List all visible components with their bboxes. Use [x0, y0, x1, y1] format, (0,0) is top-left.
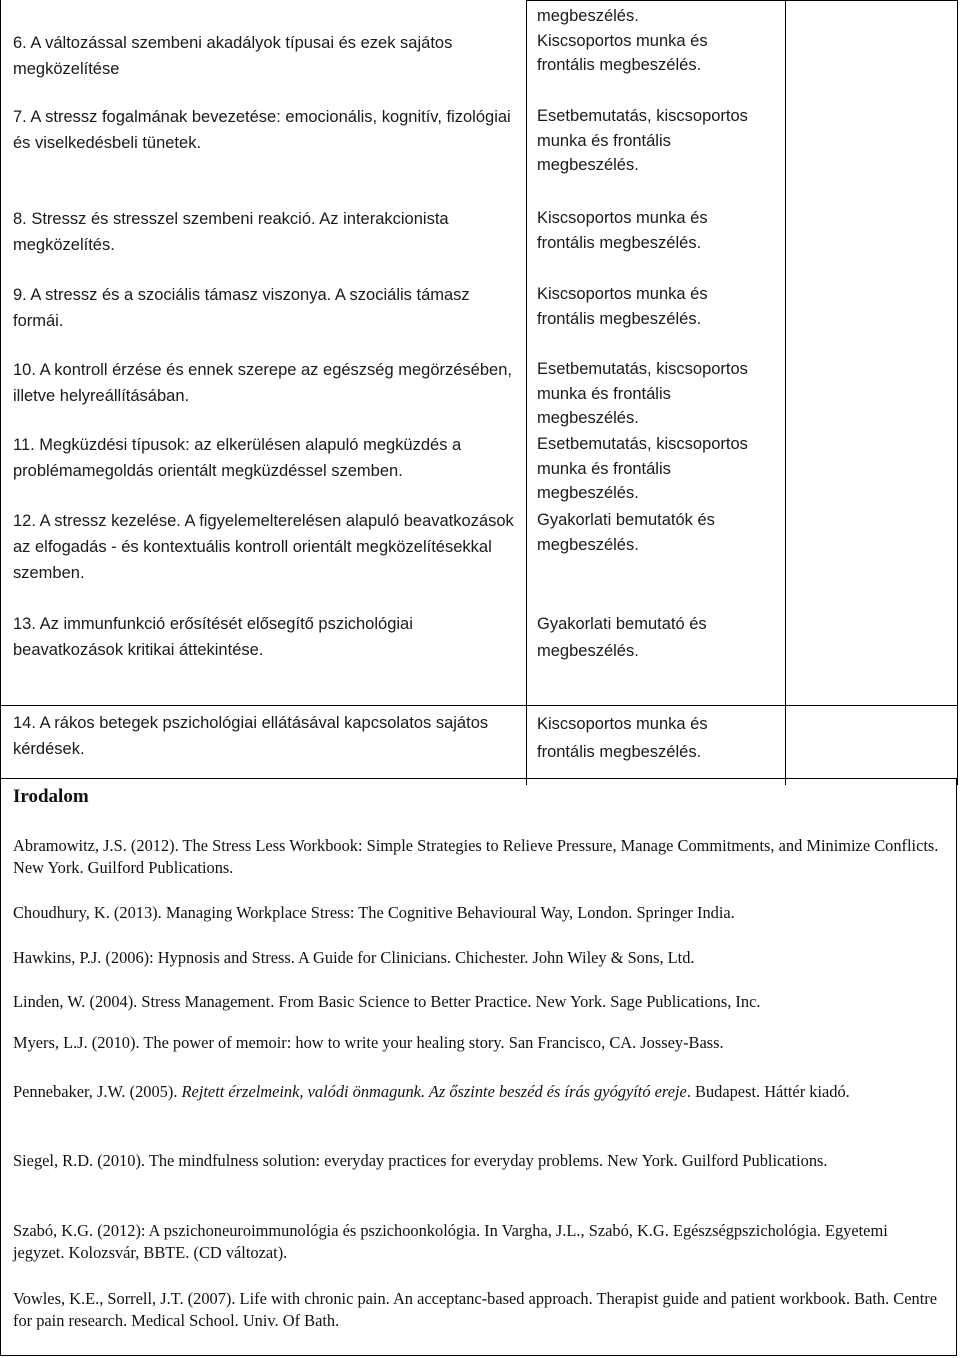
method-cell — [537, 282, 782, 331]
reference-item: Hawkins, P.J. (2006): Hypnosis and Stress. A Guide for Clinicians. Chichester. John Wiley & Sons, Ltd. — [13, 948, 695, 967]
method-line: Kiscsoportos munka és — [537, 715, 708, 733]
topic-cell: 12. A stressz kezelése. A figyelemelterelésen alapuló beavatkozások az elfogadás - és kontextuális kontroll orientált megközelítésekkal szemben. — [13, 512, 514, 582]
method-line: Kiscsoportos munka és — [537, 285, 708, 303]
method-cell — [537, 4, 782, 78]
method-cell — [537, 611, 782, 665]
topic-cell: 9. A stressz és a szociális támasz viszonya. A szociális támasz formái. — [13, 286, 470, 330]
method-line: Kiscsoportos munka és — [537, 31, 708, 50]
method-cell — [537, 710, 782, 766]
method-line: frontális megbeszélés. — [537, 309, 702, 328]
method-line: frontális megbeszélés. — [537, 743, 702, 761]
table-top-border — [526, 0, 958, 1]
reference-item: Myers, L.J. (2010). The power of memoir: how to write your healing story. San Francisco, CA. Jossey-Bass. — [13, 1033, 724, 1052]
method-line: Esetbemutatás, kiscsoportos — [537, 435, 748, 453]
method-line: Esetbemutatás, kiscsoportos — [537, 107, 748, 125]
table-row-divider — [0, 705, 958, 706]
method-line: Kiscsoportos munka és — [537, 209, 708, 227]
reference-publisher: . Budapest. Háttér kiadó. — [686, 1082, 850, 1101]
method-line: megbeszélés. — [537, 7, 639, 25]
method-line: megbeszélés. — [537, 409, 639, 427]
reference-item: Linden, W. (2004). Stress Management. From Basic Science to Better Practice. New York. Sage Publications, Inc. — [13, 992, 761, 1011]
method-cell — [537, 357, 782, 431]
method-line: frontális megbeszélés. — [537, 233, 702, 252]
topic-cell: 7. A stressz fogalmának bevezetése: emocionális, kognitív, fizológiai és viselkedésbeli tünetek. — [13, 108, 511, 152]
reference-item — [13, 1081, 943, 1103]
table-left-border — [0, 0, 1, 778]
reference-item: Abramowitz, J.S. (2012). The Stress Less Workbook: Simple Strategies to Relieve Pressure, Manage Commitments, and Minimize Conflicts. New York. Guilford Publications. — [13, 836, 939, 877]
table-column-divider — [526, 0, 527, 785]
method-line: Esetbemutatás, kiscsoportos — [537, 360, 748, 378]
literature-title: Irodalom — [13, 786, 89, 807]
topic-cell: 11. Megküzdési típusok: az elkerülésen alapuló megküzdés a problémamegoldás orientált megküzdéssel szemben. — [13, 436, 462, 480]
table-column-divider — [785, 0, 786, 785]
method-line: megbeszélés. — [537, 484, 639, 502]
method-line: frontális megbeszélés. — [537, 56, 702, 74]
reference-authors: Pennebaker, J.W. (2005). — [13, 1082, 182, 1101]
method-cell — [537, 104, 782, 178]
topic-cell: 10. A kontroll érzése és ennek szerepe az egészség megörzésében, illetve helyreállításában. — [13, 361, 512, 405]
reference-item: Choudhury, K. (2013). Managing Workplace Stress: The Cognitive Behavioural Way, London. Springer India. — [13, 903, 735, 922]
table-right-border — [957, 0, 958, 785]
topic-cell: 6. A változással szembeni akadályok típusai és ezek sajátos megközelítése — [13, 34, 453, 78]
reference-item: Szabó, K.G. (2012): A pszichoneuroimmunológia és pszichoonkológia. In Vargha, J.L., Szabó, K.G. Egészségpszichológia. Egyetemi jegyzet. Kolozsvár, BBTE. (CD változat). — [13, 1221, 888, 1262]
method-line: Gyakorlati bemutatók és — [537, 511, 715, 529]
method-line: megbeszélés. — [537, 156, 639, 174]
topic-cell: 8. Stressz és stresszel szembeni reakció. Az interakcionista megközelítés. — [13, 210, 449, 254]
reference-item: Vowles, K.E., Sorrell, J.T. (2007). Life with chronic pain. An acceptanc-based approach. Therapist guide and patient workbook. Bath. Centre for pain research. Medical School. Univ. Of Bath. — [13, 1289, 937, 1330]
method-line: munka és frontális — [537, 131, 671, 150]
reference-item: Siegel, R.D. (2010). The mindfulness solution: everyday practices for everyday problems. New York. Guilford Publications. — [13, 1151, 828, 1170]
method-cell — [537, 206, 782, 255]
method-line: Gyakorlati bemutató és — [537, 615, 707, 633]
method-cell — [537, 508, 782, 557]
method-line: munka és frontális — [537, 459, 671, 478]
method-line: megbeszélés. — [537, 642, 639, 660]
method-cell — [537, 432, 782, 506]
method-line: munka és frontális — [537, 384, 671, 403]
topic-cell: 14. A rákos betegek pszichológiai ellátásával kapcsolatos sajátos kérdések. — [13, 714, 489, 758]
reference-title-italic: Rejtett érzelmeink, valódi önmagunk. Az őszinte beszéd és írás gyógyító ereje — [181, 1082, 687, 1101]
topic-cell: 13. Az immunfunkció erősítését elősegítő pszichológiai beavatkozások kritikai áttekintése. — [13, 615, 413, 659]
method-line: megbeszélés. — [537, 535, 639, 554]
